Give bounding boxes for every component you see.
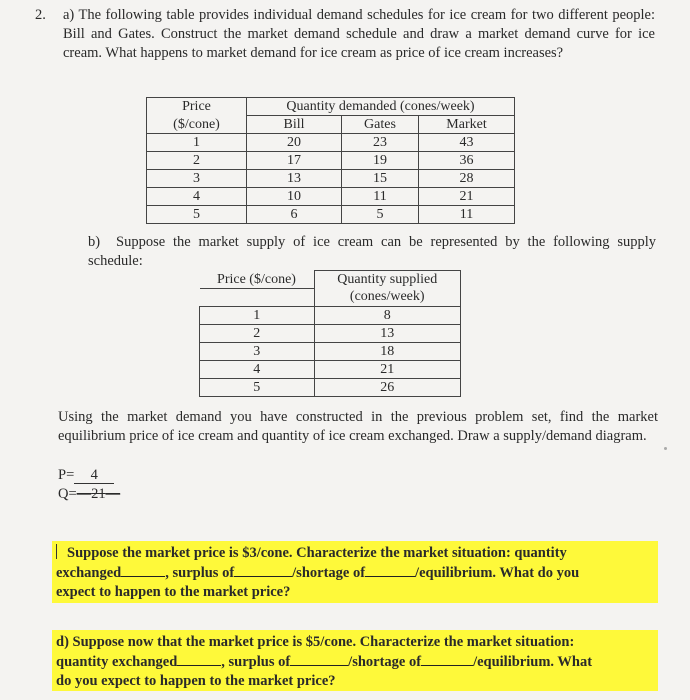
part-b-label: b) bbox=[88, 234, 101, 250]
blank-quantity[interactable] bbox=[177, 652, 221, 666]
blank-quantity[interactable] bbox=[121, 563, 165, 577]
supply-price-cell: 3 bbox=[200, 342, 315, 360]
gates-cell: 15 bbox=[342, 170, 419, 188]
quantity-demanded-header: Quantity demanded (cones/week) bbox=[247, 98, 515, 116]
stray-dot bbox=[664, 447, 667, 450]
price-cell: 4 bbox=[147, 188, 247, 206]
table-row bbox=[147, 134, 515, 152]
supply-price-cell: 1 bbox=[200, 306, 315, 324]
gates-header: Gates bbox=[342, 116, 419, 134]
table-row bbox=[200, 342, 461, 360]
supply-price-cell: 2 bbox=[200, 324, 315, 342]
demand-table bbox=[146, 97, 515, 224]
supply-price-header: Price ($/cone) bbox=[200, 271, 315, 289]
answer-q-value: —21— bbox=[76, 486, 121, 502]
market-header: Market bbox=[419, 116, 515, 134]
bill-cell: 10 bbox=[247, 188, 342, 206]
supply-price-cell: 5 bbox=[200, 378, 315, 396]
part-d-line3: do you expect to happen to the market price? bbox=[56, 673, 336, 689]
part-c-line2: exchanged , surplus of /shortage of /equilibrium. What do you bbox=[56, 565, 580, 581]
bill-cell: 20 bbox=[247, 134, 342, 152]
supply-qty-header: Quantity supplied bbox=[314, 271, 461, 289]
part-a-text: a) The following table provides individual demand schedules for ice cream for two different people: Bill and Gates. Construct the market demand schedule and draw a market demand curve for ice cream. What happens to market demand for ice cream as price of ice cream increases? bbox=[63, 7, 655, 61]
part-c-line3: expect to happen to the market price? bbox=[56, 584, 291, 600]
gates-cell: 23 bbox=[342, 134, 419, 152]
blank-shortage[interactable] bbox=[421, 652, 473, 666]
price-unit-header: ($/cone) bbox=[147, 116, 247, 134]
blank-surplus[interactable] bbox=[234, 563, 292, 577]
table-row bbox=[200, 378, 461, 396]
market-cell: 21 bbox=[419, 188, 515, 206]
supply-qty-cell: 13 bbox=[314, 324, 461, 342]
gates-cell: 11 bbox=[342, 188, 419, 206]
table-row bbox=[147, 170, 515, 188]
bill-header: Bill bbox=[247, 116, 342, 134]
price-cell: 5 bbox=[147, 206, 247, 224]
blank-surplus[interactable] bbox=[290, 652, 348, 666]
table-row bbox=[147, 188, 515, 206]
answer-price bbox=[58, 466, 114, 485]
supply-price-cell: 4 bbox=[200, 360, 315, 378]
bill-cell: 6 bbox=[247, 206, 342, 224]
gates-cell: 19 bbox=[342, 152, 419, 170]
part-b-followup: Using the market demand you have constructed in the previous problem set, find the market equilibrium price of ice cream and quantity of ice cream exchanged. Draw a supply/demand diagram. bbox=[58, 409, 658, 444]
question-number: 2. bbox=[35, 7, 46, 23]
market-cell: 43 bbox=[419, 134, 515, 152]
part-d-line1: d) Suppose now that the market price is $5/cone. Characterize the market situation: bbox=[56, 634, 575, 650]
answer-q-label: Q= bbox=[58, 486, 77, 502]
market-cell: 36 bbox=[419, 152, 515, 170]
price-cell: 1 bbox=[147, 134, 247, 152]
table-row bbox=[200, 324, 461, 342]
supply-qty-unit-header: (cones/week) bbox=[314, 288, 461, 306]
price-header: Price bbox=[147, 98, 247, 116]
supply-qty-cell: 8 bbox=[314, 306, 461, 324]
bill-cell: 17 bbox=[247, 152, 342, 170]
table-row bbox=[147, 152, 515, 170]
blank-shortage[interactable] bbox=[365, 563, 415, 577]
supply-qty-cell: 18 bbox=[314, 342, 461, 360]
price-cell: 2 bbox=[147, 152, 247, 170]
part-d-line2: quantity exchanged , surplus of /shortage of /equilibrium. What bbox=[56, 654, 593, 670]
part-b-text bbox=[88, 233, 656, 271]
answer-quantity bbox=[58, 485, 120, 504]
table-row bbox=[200, 360, 461, 378]
table-row bbox=[200, 306, 461, 324]
supply-qty-cell: 26 bbox=[314, 378, 461, 396]
part-b-body: Suppose the market supply of ice cream can be represented by the following supply schedule: bbox=[88, 234, 656, 269]
market-cell: 11 bbox=[419, 206, 515, 224]
part-d-highlight bbox=[52, 630, 658, 691]
answer-p-label: P= bbox=[58, 467, 75, 483]
supply-qty-cell: 21 bbox=[314, 360, 461, 378]
part-c-highlight bbox=[52, 541, 658, 603]
market-cell: 28 bbox=[419, 170, 515, 188]
supply-table bbox=[199, 270, 461, 397]
answer-p-value: 4 bbox=[74, 468, 114, 484]
gates-cell: 5 bbox=[342, 206, 419, 224]
table-row bbox=[147, 206, 515, 224]
bill-cell: 13 bbox=[247, 170, 342, 188]
part-c-line1: Suppose the market price is $3/cone. Characterize the market situation: quantity bbox=[56, 544, 654, 563]
bracket-mark bbox=[56, 544, 65, 559]
price-cell: 3 bbox=[147, 170, 247, 188]
